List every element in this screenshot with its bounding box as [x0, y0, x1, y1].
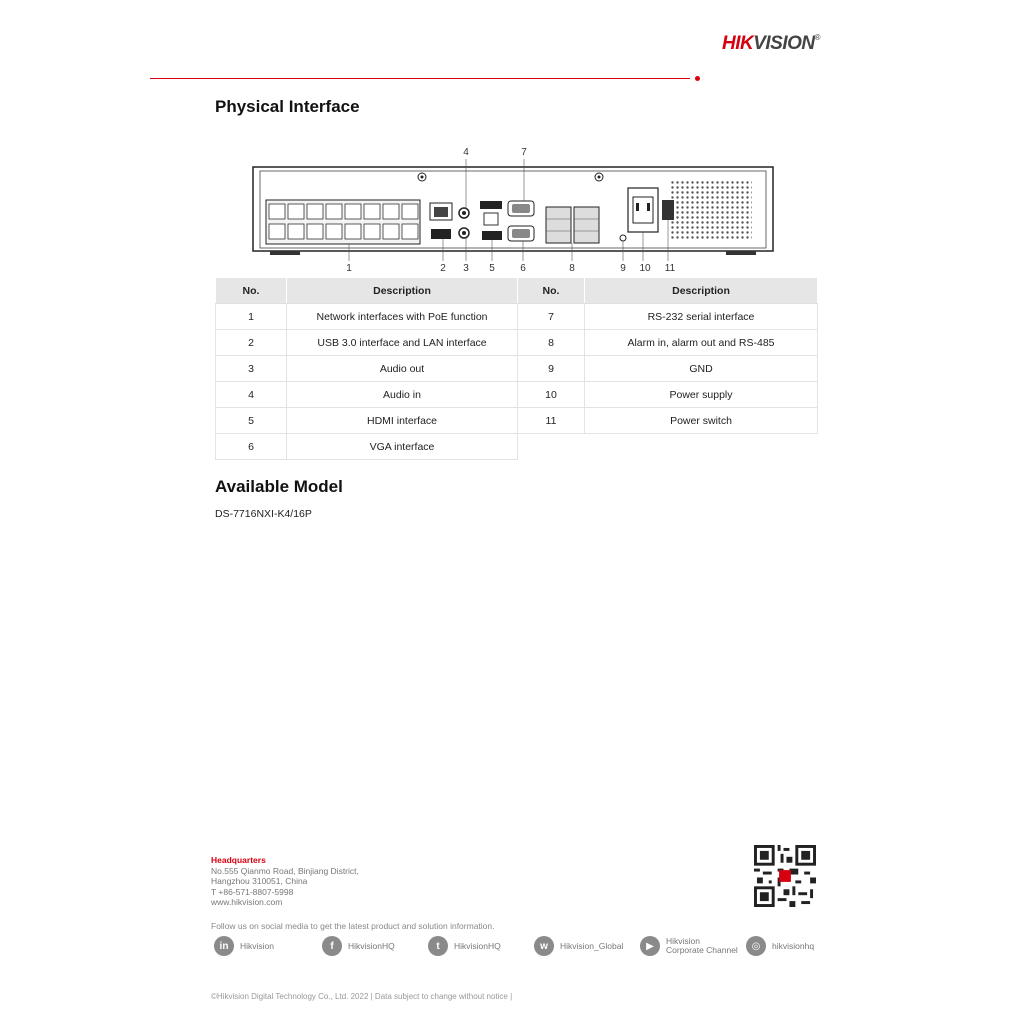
callout-11: 11	[664, 263, 676, 274]
table-cell: 8	[518, 330, 585, 356]
table-cell: Power switch	[585, 408, 818, 434]
table-row	[216, 330, 818, 356]
table-cell: Network interfaces with PoE function	[287, 304, 518, 330]
callout-8: 8	[569, 263, 575, 274]
table-row	[216, 382, 818, 408]
social-facebook[interactable]: f HikvisionHQ	[322, 936, 395, 956]
callout-2: 2	[440, 263, 446, 274]
hq-phone: T +86-571-8807-5998	[211, 886, 294, 897]
callout-10: 10	[639, 263, 651, 274]
table-cell: 3	[216, 356, 287, 382]
hq-website-link[interactable]: www.hikvision.com	[211, 897, 283, 907]
table-cell: Audio out	[287, 356, 518, 382]
callout-5: 5	[489, 263, 495, 274]
header-rule	[150, 78, 690, 79]
callout-4: 4	[463, 147, 469, 158]
table-cell: 1	[216, 304, 287, 330]
col-description-left: Description	[287, 278, 518, 304]
table-cell: 2	[216, 330, 287, 356]
callout-3: 3	[463, 263, 469, 274]
table-cell: GND	[585, 356, 818, 382]
hq-address-line: Hangzhou 310051, China	[211, 876, 308, 886]
table-cell: 6	[216, 434, 287, 460]
table-header-row	[216, 278, 818, 304]
facebook-icon: f	[322, 936, 342, 956]
qr-code	[754, 845, 816, 907]
col-no-right: No.	[518, 278, 585, 304]
headquarters-title: Headquarters	[211, 855, 266, 865]
table-row	[216, 356, 818, 382]
table-cell-empty	[518, 434, 585, 460]
table-cell: 9	[518, 356, 585, 382]
table-cell: 5	[216, 408, 287, 434]
callout-9: 9	[620, 263, 626, 274]
hq-address-line: No.555 Qianmo Road, Binjiang District,	[211, 865, 359, 876]
col-no-left: No.	[216, 278, 287, 304]
device-rear-panel	[250, 145, 780, 275]
social-twitter[interactable]: t HikvisionHQ	[428, 936, 501, 956]
copyright-text: ©Hikvision Digital Technology Co., Ltd. 2022 | Data subject to change without notice |	[211, 992, 513, 1001]
physical-interface-title: Physical Interface	[215, 97, 360, 116]
youtube-icon: ▶	[640, 936, 660, 956]
callout-7: 7	[521, 147, 527, 158]
table-cell-empty	[585, 434, 818, 460]
table-row	[216, 434, 818, 460]
follow-us-text: Follow us on social media to get the latest product and solution information.	[211, 921, 495, 931]
table-cell: 10	[518, 382, 585, 408]
table-cell: USB 3.0 interface and LAN interface	[287, 330, 518, 356]
callout-1: 1	[346, 263, 352, 274]
interface-table	[215, 277, 818, 460]
table-cell: 4	[216, 382, 287, 408]
header-rule-dot	[695, 76, 700, 81]
table-row	[216, 408, 818, 434]
wechat-icon: w	[534, 936, 554, 956]
table-cell: VGA interface	[287, 434, 518, 460]
hikvision-logo: HIKVISION®	[722, 33, 821, 54]
available-model-title: Available Model	[215, 477, 343, 496]
linkedin-icon: in	[214, 936, 234, 956]
table-cell: 11	[518, 408, 585, 434]
table-cell: RS-232 serial interface	[585, 304, 818, 330]
table-cell: Audio in	[287, 382, 518, 408]
table-cell: Alarm in, alarm out and RS-485	[585, 330, 818, 356]
model-number: DS-7716NXI-K4/16P	[215, 508, 312, 520]
table-cell: HDMI interface	[287, 408, 518, 434]
twitter-icon: t	[428, 936, 448, 956]
social-links	[214, 936, 824, 960]
table-row	[216, 304, 818, 330]
table-cell: Power supply	[585, 382, 818, 408]
headquarters-block	[211, 855, 359, 908]
table-cell: 7	[518, 304, 585, 330]
col-description-right: Description	[585, 278, 818, 304]
social-youtube[interactable]: ▶ Hikvision Corporate Channel	[640, 936, 738, 956]
instagram-icon: ◎	[746, 936, 766, 956]
social-wechat[interactable]: w Hikvision_Global	[534, 936, 623, 956]
social-instagram[interactable]: ◎ hikvisionhq	[746, 936, 814, 956]
social-linkedin[interactable]: in Hikvision	[214, 936, 274, 956]
callout-6: 6	[520, 263, 526, 274]
